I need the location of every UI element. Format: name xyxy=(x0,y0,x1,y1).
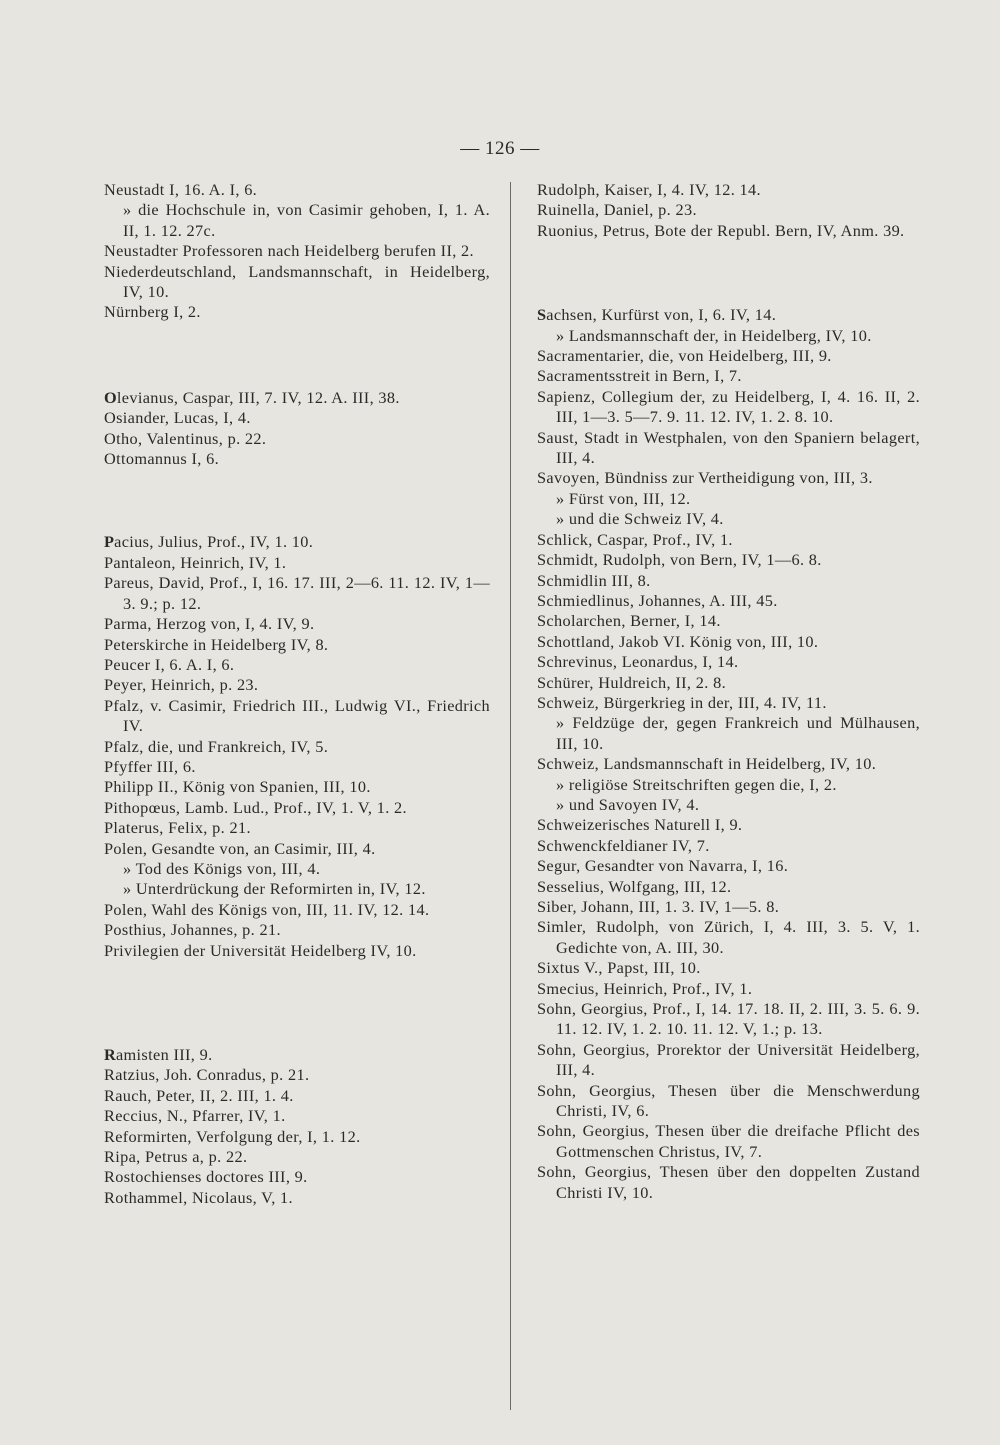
index-entry: Polen, Wahl des Königs von, III, 11. IV, 12. 14. xyxy=(104,899,430,919)
index-entry: Sohn, Georgius, Thesen über die dreifache Pflicht des Gottmenschen Christus, IV, 7. xyxy=(537,1121,920,1161)
index-entry: Posthius, Johannes, p. 21. xyxy=(104,920,281,940)
index-section-r-continued xyxy=(537,180,920,241)
index-entry: Sacramentsstreit in Bern, I, 7. xyxy=(537,366,742,386)
index-entry: Schwenckfeldianer IV, 7. xyxy=(537,835,710,855)
index-entry: Schmiedlinus, Johannes, A. III, 45. xyxy=(537,590,778,610)
index-entry: Ruinella, Daniel, p. 23. xyxy=(537,200,697,220)
index-entry: Sohn, Georgius, Thesen über den doppelten Zustand Christi IV, 10. xyxy=(537,1162,920,1202)
index-entry: Schürer, Huldreich, II, 2. 8. xyxy=(537,672,726,692)
index-entry: Savoyen, Bündniss zur Vertheidigung von, III, 3. xyxy=(537,468,873,488)
index-section-n xyxy=(104,180,490,323)
index-entry-text: levianus, Caspar, III, 7. IV, 12. A. III, 38. xyxy=(116,387,400,407)
index-entry: Platerus, Felix, p. 21. xyxy=(104,818,251,838)
index-section-s xyxy=(537,305,920,1203)
index-entry: Schweiz, Landsmannschaft in Heidelberg, IV, 10. xyxy=(537,754,877,774)
index-entry: Polen, Gesandte von, an Casimir, III, 4. xyxy=(104,838,376,858)
index-entry: Schrevinus, Leonardus, I, 14. xyxy=(537,652,739,672)
index-subentry: » Tod des Königs von, III, 4. xyxy=(123,858,321,878)
index-entry xyxy=(104,532,490,552)
index-entry: Neustadter Professoren nach Heidelberg berufen II, 2. xyxy=(104,241,474,261)
index-subentry: » und die Schweiz IV, 4. xyxy=(556,509,724,529)
index-entry: Peucer I, 6. A. I, 6. xyxy=(104,654,235,674)
index-subentry: » und Savoyen IV, 4. xyxy=(556,794,700,814)
index-entry: Pantaleon, Heinrich, IV, 1. xyxy=(104,552,287,572)
index-subentry: » religiöse Streitschriften gegen die, I, 2. xyxy=(556,774,837,794)
index-entry: Scholarchen, Berner, I, 14. xyxy=(537,611,721,631)
index-entry: Siber, Johann, III, 1. 3. IV, 1—5. 8. xyxy=(537,897,780,916)
index-column-left xyxy=(104,180,490,1208)
index-section-p xyxy=(104,532,490,961)
index-entry: Sohn, Georgius, Prorektor der Universität Heidelberg, III, 4. xyxy=(537,1039,920,1080)
index-entry: Ruonius, Petrus, Bote der Republ. Bern, IV, Anm. 39. xyxy=(537,220,905,240)
index-entry: Sohn, Georgius, Thesen über die Menschwerdung Christi, IV, 6. xyxy=(537,1080,920,1121)
section-lead-initial: P xyxy=(104,532,115,552)
index-entry: Rostochienses doctores III, 9. xyxy=(104,1167,308,1187)
index-entry xyxy=(537,305,920,325)
index-entry: Schweiz, Bürgerkrieg in der, III, 4. IV, 11. xyxy=(537,692,827,712)
index-section-r xyxy=(104,1045,490,1208)
index-entry: Schmidlin III, 8. xyxy=(537,570,651,590)
index-entry: Niederdeutschland, Landsmannschaft, in Heidelberg, IV, 10. xyxy=(104,261,490,302)
index-entry: Nürnberg I, 2. xyxy=(104,302,201,322)
index-entry: Peyer, Heinrich, p. 23. xyxy=(104,675,259,695)
index-entry: Schottland, Jakob VI. König von, III, 10. xyxy=(537,631,819,651)
index-entry: Pfalz, v. Casimir, Friedrich III., Ludwig VI., Friedrich IV. xyxy=(104,695,490,736)
index-entry: Rudolph, Kaiser, I, 4. IV, 12. 14. xyxy=(537,180,761,199)
index-entry: Pareus, David, Prof., I, 16. 17. III, 2—6. 11. 12. IV, 1—3. 9.; p. 12. xyxy=(104,573,490,613)
index-subentry: » Feldzüge der, gegen Frankreich und Mülhausen, III, 10. xyxy=(556,713,920,753)
index-entry: Schlick, Caspar, Prof., IV, 1. xyxy=(537,529,733,549)
index-entry: Segur, Gesandter von Navarra, I, 16. xyxy=(537,856,789,876)
index-entry: Pithopœus, Lamb. Lud., Prof., IV, 1. V, 1. 2. xyxy=(104,797,407,817)
index-entry: Pfyffer III, 6. xyxy=(104,756,196,776)
index-entry: Sacramentarier, die, von Heidelberg, III, 9. xyxy=(537,346,832,366)
index-entry: Rothammel, Nicolaus, V, 1. xyxy=(104,1187,293,1207)
index-entry: Sohn, Georgius, Prof., I, 14. 17. 18. II, 2. III, 3. 5. 6. 9. 11. 12. IV, 1. 2. 10. 11. 12. V, 1.; p. 13. xyxy=(537,999,920,1039)
index-entry: Schweizerisches Naturell I, 9. xyxy=(537,815,743,835)
index-entry: Reccius, N., Pfarrer, IV, 1. xyxy=(104,1106,286,1126)
index-entry: Privilegien der Universität Heidelberg IV, 10. xyxy=(104,940,417,960)
index-entry: Rauch, Peter, II, 2. III, 1. 4. xyxy=(104,1085,294,1105)
index-subentry: » Unterdrückung der Reformirten in, IV, 12. xyxy=(123,879,426,899)
index-entry-text: acius, Julius, Prof., IV, 1. 10. xyxy=(114,532,314,552)
index-entry: Smecius, Heinrich, Prof., IV, 1. xyxy=(537,978,753,998)
index-entry: Neustadt I, 16. A. I, 6. xyxy=(104,180,258,199)
index-entry: Saust, Stadt in Westphalen, von den Spaniern belagert, III, 4. xyxy=(537,427,920,468)
index-entry xyxy=(104,1045,490,1065)
index-entry: Sapienz, Collegium der, zu Heidelberg, I, 4. 16. II, 2. III, 1—3. 5—7. 9. 11. 12. IV, 1. 2. 8. 10. xyxy=(537,386,920,427)
index-entry-text: amisten III, 9. xyxy=(115,1045,213,1064)
index-subentry: » die Hochschule in, von Casimir gehoben, I, 1. A. II, 1. 12. 27c. xyxy=(123,200,490,240)
section-lead-initial: R xyxy=(104,1045,116,1064)
section-lead-initial: S xyxy=(537,305,547,325)
page-number: — 126 — xyxy=(460,138,540,159)
index-entry: Simler, Rudolph, von Zürich, I, 4. III, 3. 5. V, 1. Gedichte von, A. III, 30. xyxy=(537,917,920,957)
index-entry: Osiander, Lucas, I, 4. xyxy=(104,408,251,428)
index-entry: Reformirten, Verfolgung der, I, 1. 12. xyxy=(104,1126,361,1146)
index-entry: Pfalz, die, und Frankreich, IV, 5. xyxy=(104,736,329,756)
index-entry: Ripa, Petrus a, p. 22. xyxy=(104,1147,248,1167)
index-column-right xyxy=(537,180,920,1203)
index-subentry: » Fürst von, III, 12. xyxy=(556,488,691,508)
column-divider xyxy=(510,182,511,1410)
index-section-o xyxy=(104,388,490,470)
index-subentry: » Landsmannschaft der, in Heidelberg, IV, 10. xyxy=(556,325,872,345)
index-entry: Ratzius, Joh. Conradus, p. 21. xyxy=(104,1065,310,1085)
index-entry: Parma, Herzog von, I, 4. IV, 9. xyxy=(104,614,315,634)
index-entry-text: achsen, Kurfürst von, I, 6. IV, 14. xyxy=(546,305,777,325)
index-entry: Schmidt, Rudolph, von Bern, IV, 1—6. 8. xyxy=(537,550,822,570)
index-entry: Sixtus V., Papst, III, 10. xyxy=(537,958,701,978)
index-entry: Peterskirche in Heidelberg IV, 8. xyxy=(104,634,329,654)
index-entry xyxy=(104,388,490,408)
section-lead-initial: O xyxy=(104,387,117,407)
index-entry: Philipp II., König von Spanien, III, 10. xyxy=(104,777,371,797)
index-entry: Otho, Valentinus, p. 22. xyxy=(104,428,267,448)
index-entry: Sesselius, Wolfgang, III, 12. xyxy=(537,876,732,896)
index-entry: Ottomannus I, 6. xyxy=(104,449,220,469)
